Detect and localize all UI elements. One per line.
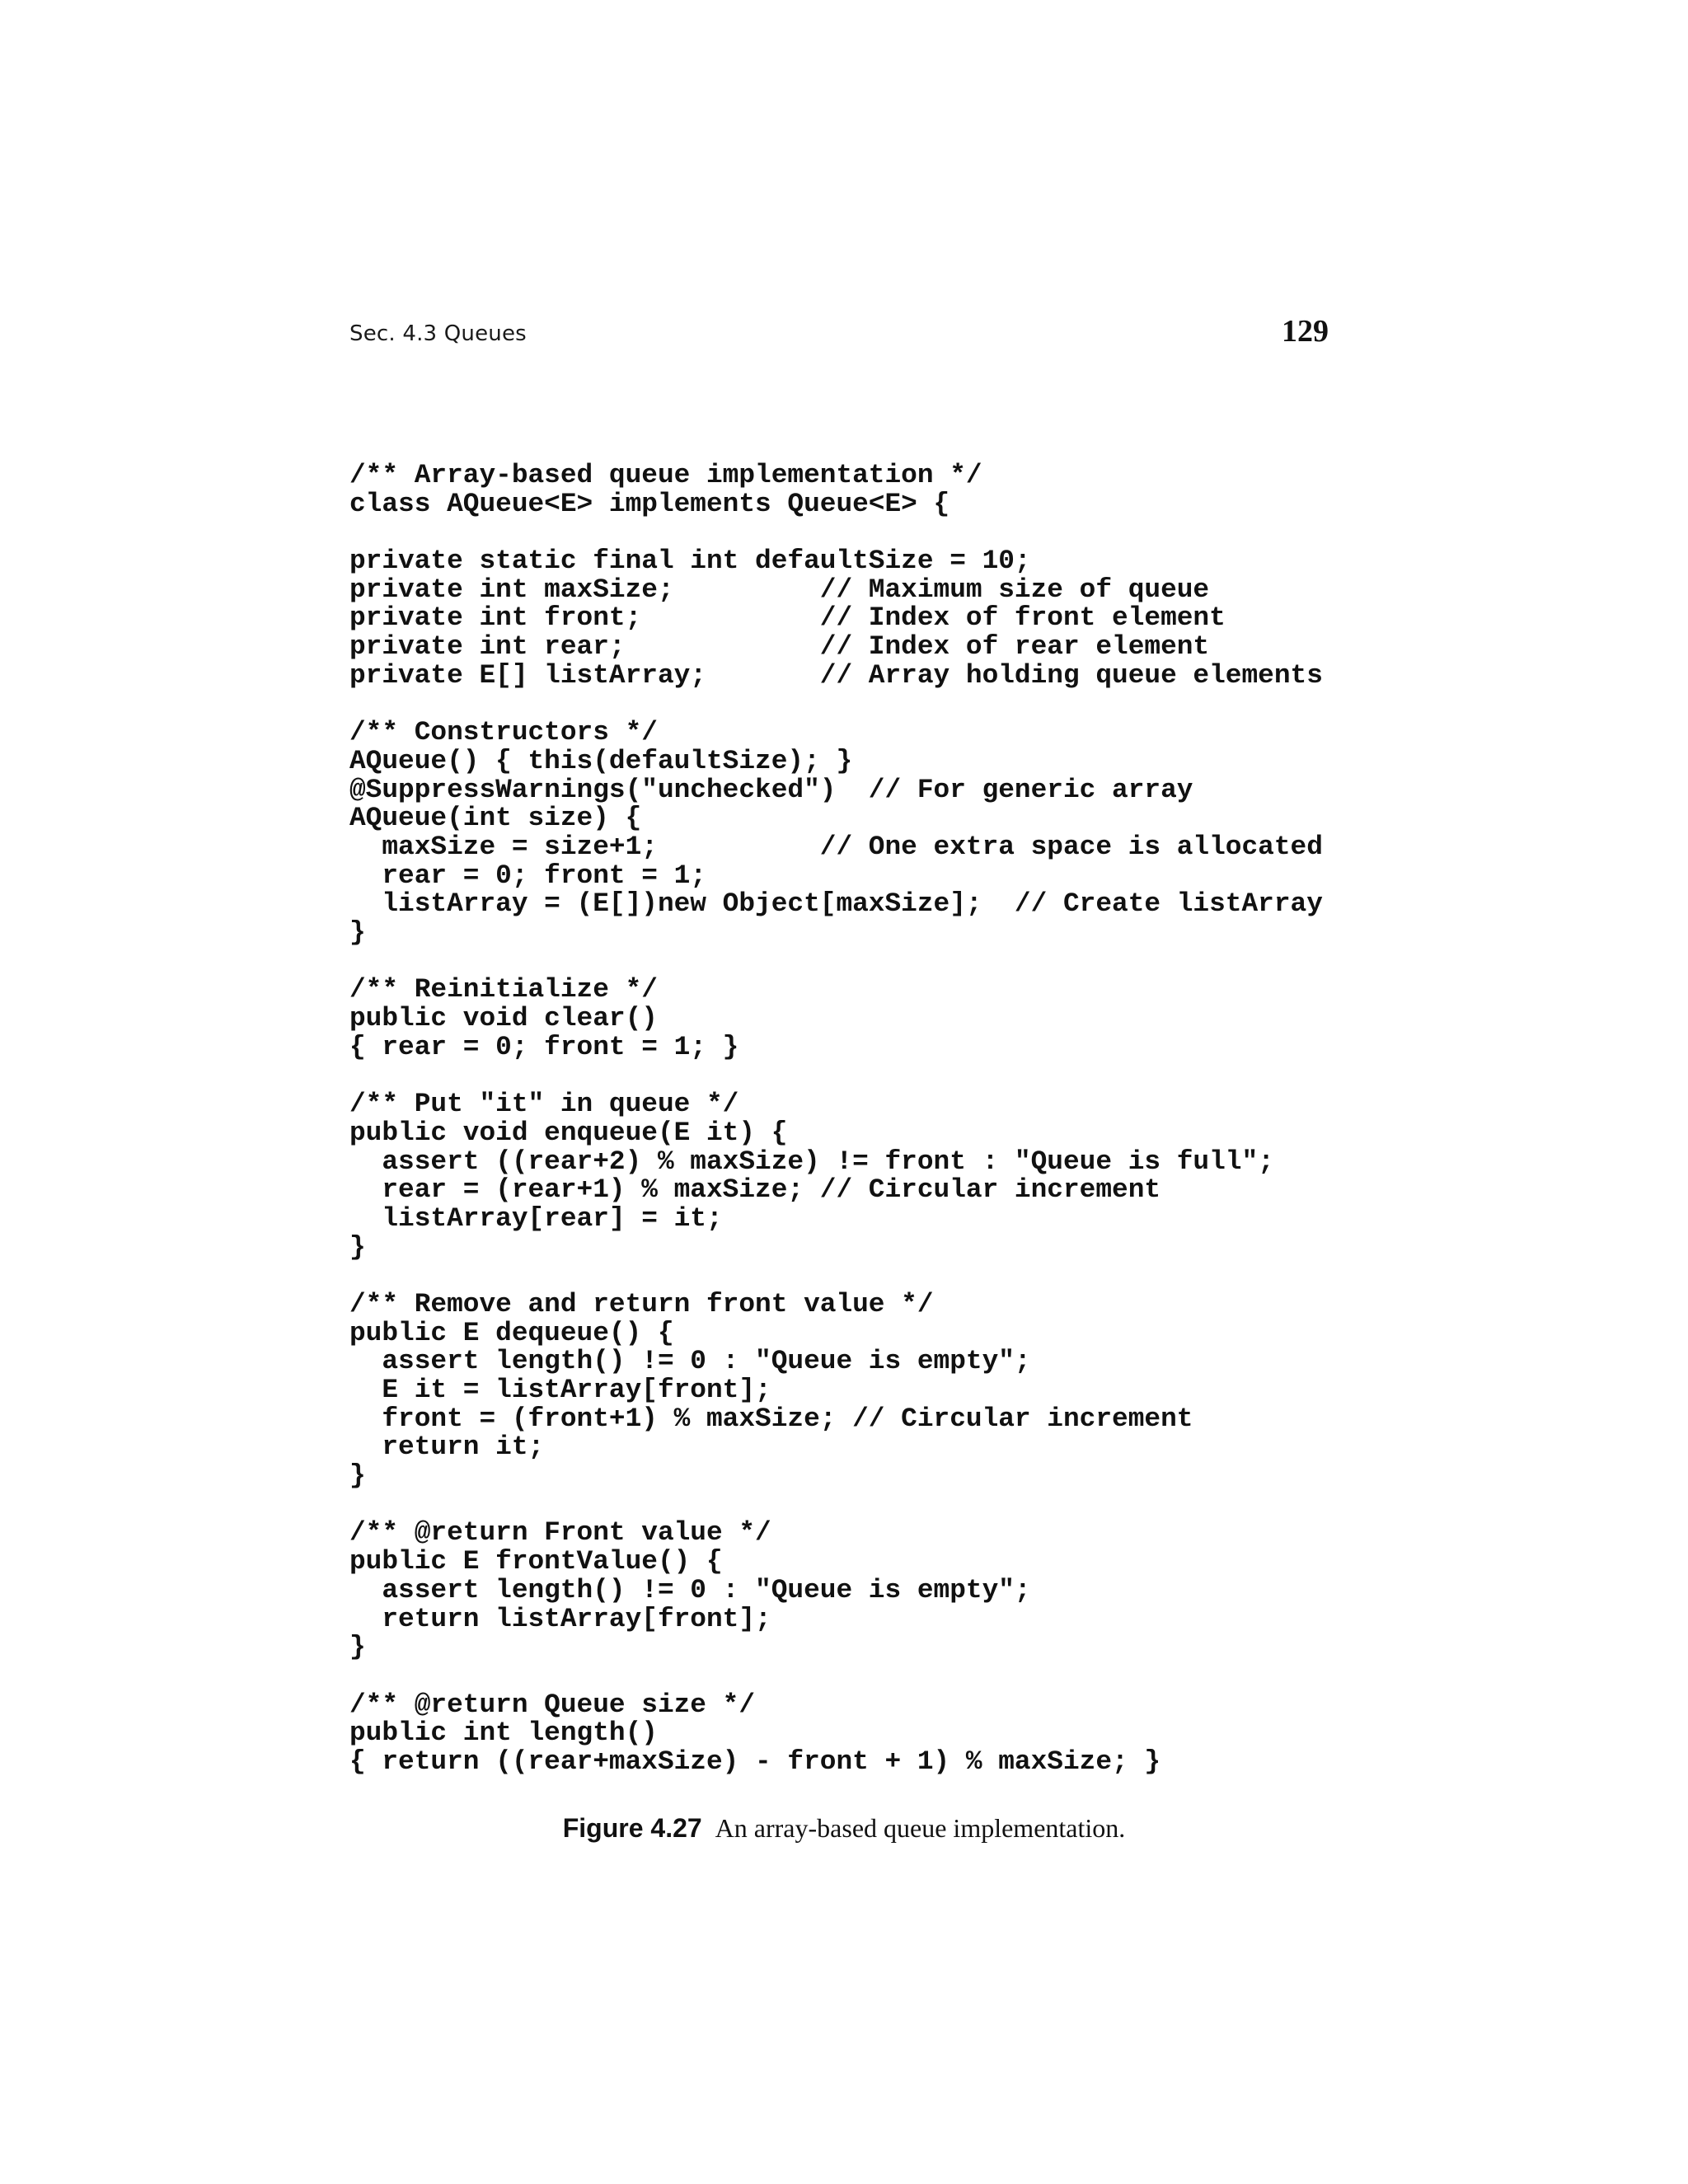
code-line: return it; <box>349 1432 545 1463</box>
code-line: /** Constructors */ <box>349 717 658 748</box>
running-head-section: Sec. 4.3 Queues <box>349 321 527 346</box>
code-line: rear = 0; front = 1; <box>349 860 706 891</box>
code-line: /** Remove and return front value */ <box>349 1288 934 1319</box>
code-blank-line <box>349 1662 1323 1691</box>
figure-caption <box>0 1813 1688 1844</box>
code-line: } <box>349 1632 366 1663</box>
code-line: E it = listArray[front]; <box>349 1375 771 1405</box>
code-line: assert ((rear+2) % maxSize) != front : "Queue is full"; <box>349 1146 1274 1177</box>
code-line: /** @return Front value */ <box>349 1517 771 1549</box>
code-line: assert length() != 0 : "Queue is empty"; <box>349 1346 1031 1377</box>
figure-caption-text: An array-based queue implementation. <box>715 1813 1126 1843</box>
code-line: public void clear() <box>349 1003 658 1034</box>
code-blank-line <box>349 691 1323 719</box>
code-line: private int front; // Index of front element <box>349 602 1226 634</box>
code-line: public int length() <box>349 1718 658 1749</box>
code-line: return listArray[front]; <box>349 1603 771 1634</box>
code-line: public E dequeue() { <box>349 1317 674 1348</box>
code-line: AQueue() { this(defaultSize); } <box>349 745 853 776</box>
code-blank-line <box>349 948 1323 977</box>
code-line: /** @return Queue size */ <box>349 1689 756 1720</box>
code-line: { return ((rear+maxSize) - front + 1) % maxSize; } <box>349 1746 1161 1777</box>
code-blank-line <box>349 518 1323 547</box>
code-line: listArray[rear] = it; <box>349 1202 723 1234</box>
code-line: /** Array-based queue implementation */ <box>349 460 982 490</box>
code-line: front = (front+1) % maxSize; // Circular increment <box>349 1403 1193 1434</box>
page-number: 129 <box>1282 314 1329 349</box>
code-blank-line <box>349 1491 1323 1520</box>
code-line: } <box>349 1460 366 1492</box>
code-line: private static final int defaultSize = 10; <box>349 546 1031 577</box>
code-blank-line <box>349 1062 1323 1090</box>
code-listing <box>349 462 1323 1777</box>
code-line: /** Put "it" in queue */ <box>349 1089 739 1120</box>
code-line: } <box>349 1231 366 1263</box>
code-line: } <box>349 917 366 948</box>
code-line: { rear = 0; front = 1; } <box>349 1031 739 1062</box>
code-line: public E frontValue() { <box>349 1546 723 1577</box>
code-line: private E[] listArray; // Array holding queue elements <box>349 659 1323 691</box>
code-line: assert length() != 0 : "Queue is empty"; <box>349 1574 1031 1605</box>
code-line: AQueue(int size) { <box>349 803 642 834</box>
code-line: public void enqueue(E it) { <box>349 1117 788 1148</box>
code-line: private int rear; // Index of rear element <box>349 631 1210 663</box>
code-line: rear = (rear+1) % maxSize; // Circular increment <box>349 1174 1161 1206</box>
code-line: /** Reinitialize */ <box>349 974 658 1005</box>
code-line: private int maxSize; // Maximum size of queue <box>349 574 1210 605</box>
figure-label: Figure 4.27 <box>562 1813 702 1843</box>
code-blank-line <box>349 1262 1323 1291</box>
code-line: maxSize = size+1; // One extra space is allocated <box>349 831 1323 862</box>
code-line: @SuppressWarnings("unchecked") // For generic array <box>349 774 1193 805</box>
code-line: listArray = (E[])new Object[maxSize]; // Create listArray <box>349 888 1323 920</box>
code-line: class AQueue<E> implements Queue<E> { <box>349 488 950 519</box>
